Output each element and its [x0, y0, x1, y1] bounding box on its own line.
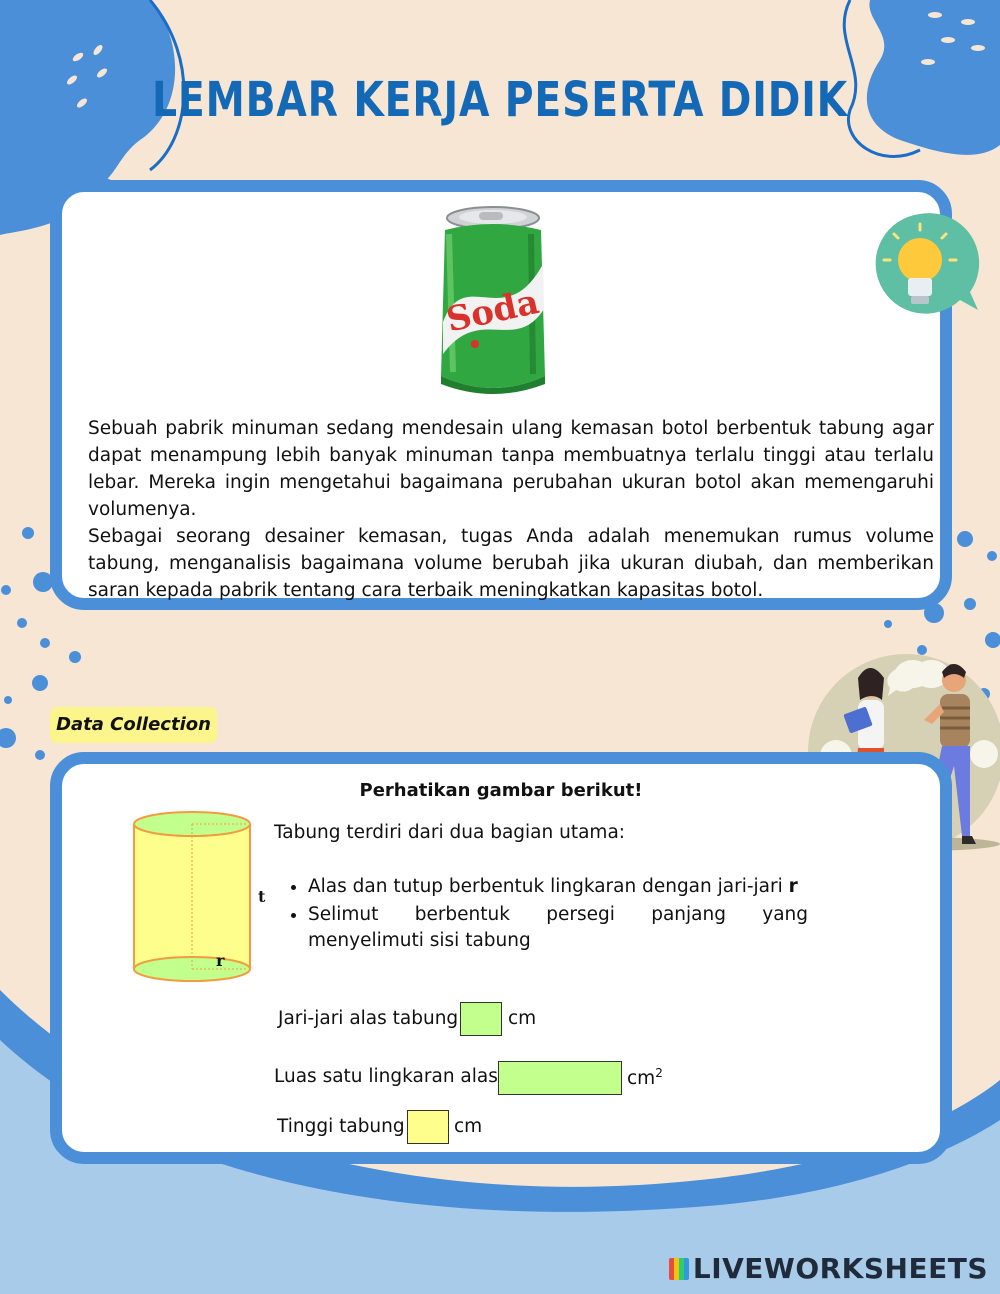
lightbulb-icon: [862, 204, 982, 324]
soda-can-icon: [435, 204, 551, 396]
list-item: • Selimut berbentuk persegi panjang yang menyelimuti sisi tabung: [308, 902, 808, 954]
area-field-label: Luas satu lingkaran alas: [274, 1066, 498, 1087]
area-unit: $cm^2$: [627, 1066, 663, 1090]
section-badge: Data Collection: [50, 707, 217, 743]
page-title: LEMBAR KERJA PESERTA DIDIK: [151, 72, 849, 128]
radius-unit: cm: [508, 1008, 537, 1029]
liveworksheets-logo-icon: [669, 1258, 689, 1280]
height-label: t: [258, 887, 266, 906]
data-collection-heading: Perhatikan gambar berikut!: [359, 780, 643, 801]
area-input[interactable]: [498, 1061, 622, 1095]
radius-field-label: Jari-jari alas tabung: [278, 1008, 459, 1029]
radius-label: r: [216, 951, 225, 970]
data-collection-card: [50, 752, 952, 1164]
intro-card: [50, 180, 952, 610]
height-unit: cm: [454, 1116, 483, 1137]
liveworksheets-watermark: LIVEWORKSHEETS: [669, 1252, 988, 1285]
list-item: • Alas dan tutup berbentuk lingkaran dengan jari-jari r: [308, 874, 808, 900]
cylinder-intro: Tabung terdiri dari dua bagian utama:: [274, 822, 626, 843]
can-label: Soda: [443, 282, 543, 341]
cylinder-parts-list: [286, 874, 808, 954]
height-field-label: Tinggi tabung: [277, 1116, 405, 1137]
intro-paragraph-1: Sebuah pabrik minuman sedang mendesain ulang kemasan botol berbentuk tabung agar dapat menampung lebih banyak minuman tanpa membuatnya terlalu tinggi atau terlalu lebar. Mereka ingin mengetahui bagaimana perubahan ukuran botol akan memengaruhi volumenya.: [88, 418, 934, 520]
cylinder-figure: [130, 808, 280, 988]
height-input[interactable]: [407, 1110, 449, 1144]
radius-input[interactable]: [460, 1002, 502, 1036]
intro-paragraph-2: Sebagai seorang desainer kemasan, tugas Anda adalah menemukan rumus volume tabung, menganalisis bagaimana volume berubah jika ukuran diubah, dan memberikan saran kepada pabrik tentang cara terbaik meningkatkan kapasitas botol.: [88, 526, 934, 601]
